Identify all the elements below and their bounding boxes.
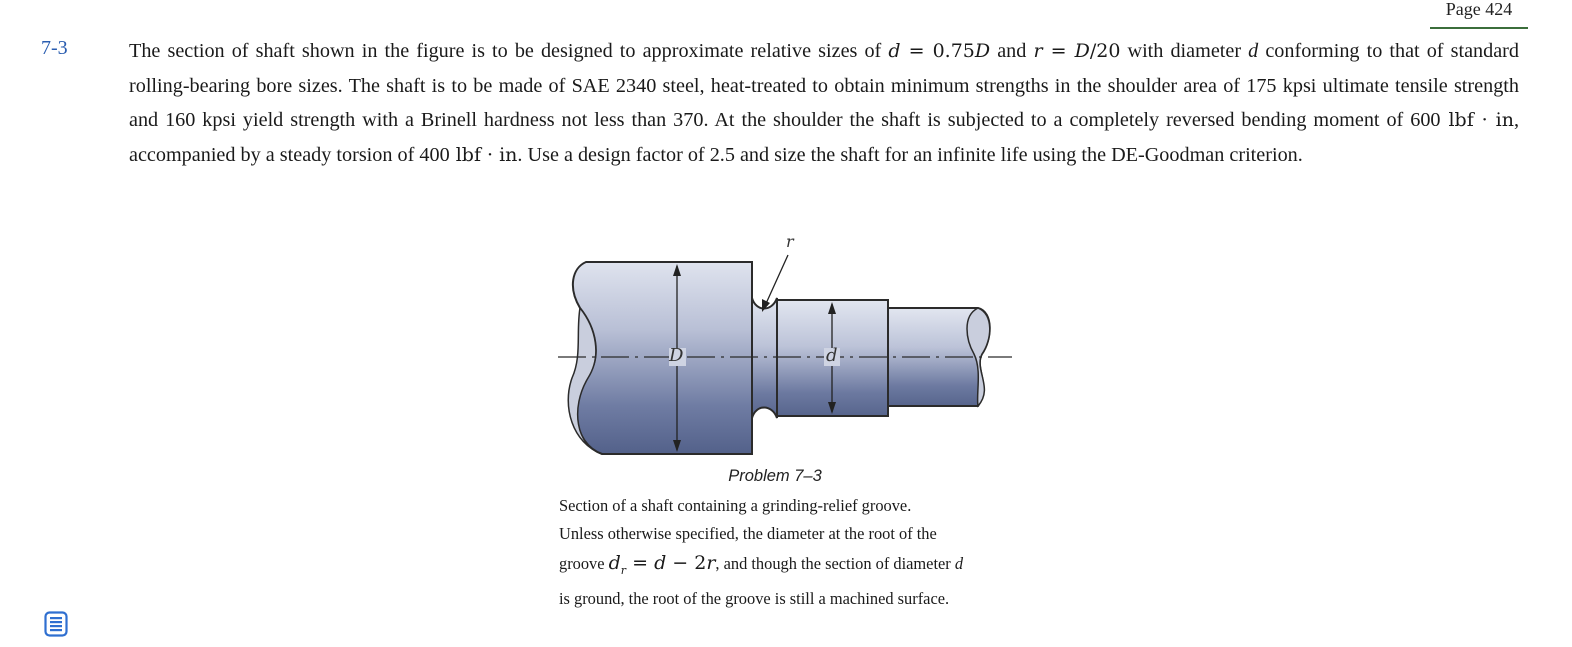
label-r: r <box>786 232 794 251</box>
caption-line: is ground, the root of the groove is still a machined surface. <box>559 588 950 608</box>
math-r-eq: r = D/20 <box>1033 40 1121 62</box>
shaft-drawing <box>550 228 1020 468</box>
problem-number[interactable]: 7-3 <box>41 37 68 59</box>
caption-line: Unless otherwise specified, the diameter at the root of the <box>559 524 937 544</box>
caption-line: groove $d_r = d - 2r$, and though the section of diameter d <box>559 551 964 577</box>
shaft-figure <box>550 228 1020 468</box>
large-shaft-section <box>573 262 752 454</box>
note-icon[interactable] <box>44 611 68 637</box>
caption-line: Section of a shaft containing a grinding-relief groove. <box>559 496 912 515</box>
page-number: Page 424 <box>1430 0 1528 29</box>
figure-caption-title: Problem 7–3 <box>728 467 822 485</box>
math-d-eq: d = 0.75D <box>888 40 991 62</box>
label-D: D <box>669 345 684 366</box>
groove <box>752 298 777 418</box>
figure-caption <box>559 492 1019 613</box>
problem-statement: The section of shaft shown in the figure is to be designed to approximate relative sizes of d = 0.75D and r = D/20 with diameter d conforming to that of standard rolling-bearing bore sizes. The shaft is to be made of SAE 2340 steel, heat-treated to obtain minimum strengths in the shoulder area of 175 kpsi ultimate tensile strength and 160 kpsi yield strength with a Brinell hardness not less than 370. At the shoulder the shaft is subjected to a completely reversed bending moment of 600 lbf · in, accompanied by a steady torsion of 400 lbf · in. Use a design factor of 2.5 and size the shaft for an infinite life using the DE-Goodman criterion. <box>129 40 1519 166</box>
label-d: d <box>826 345 838 366</box>
